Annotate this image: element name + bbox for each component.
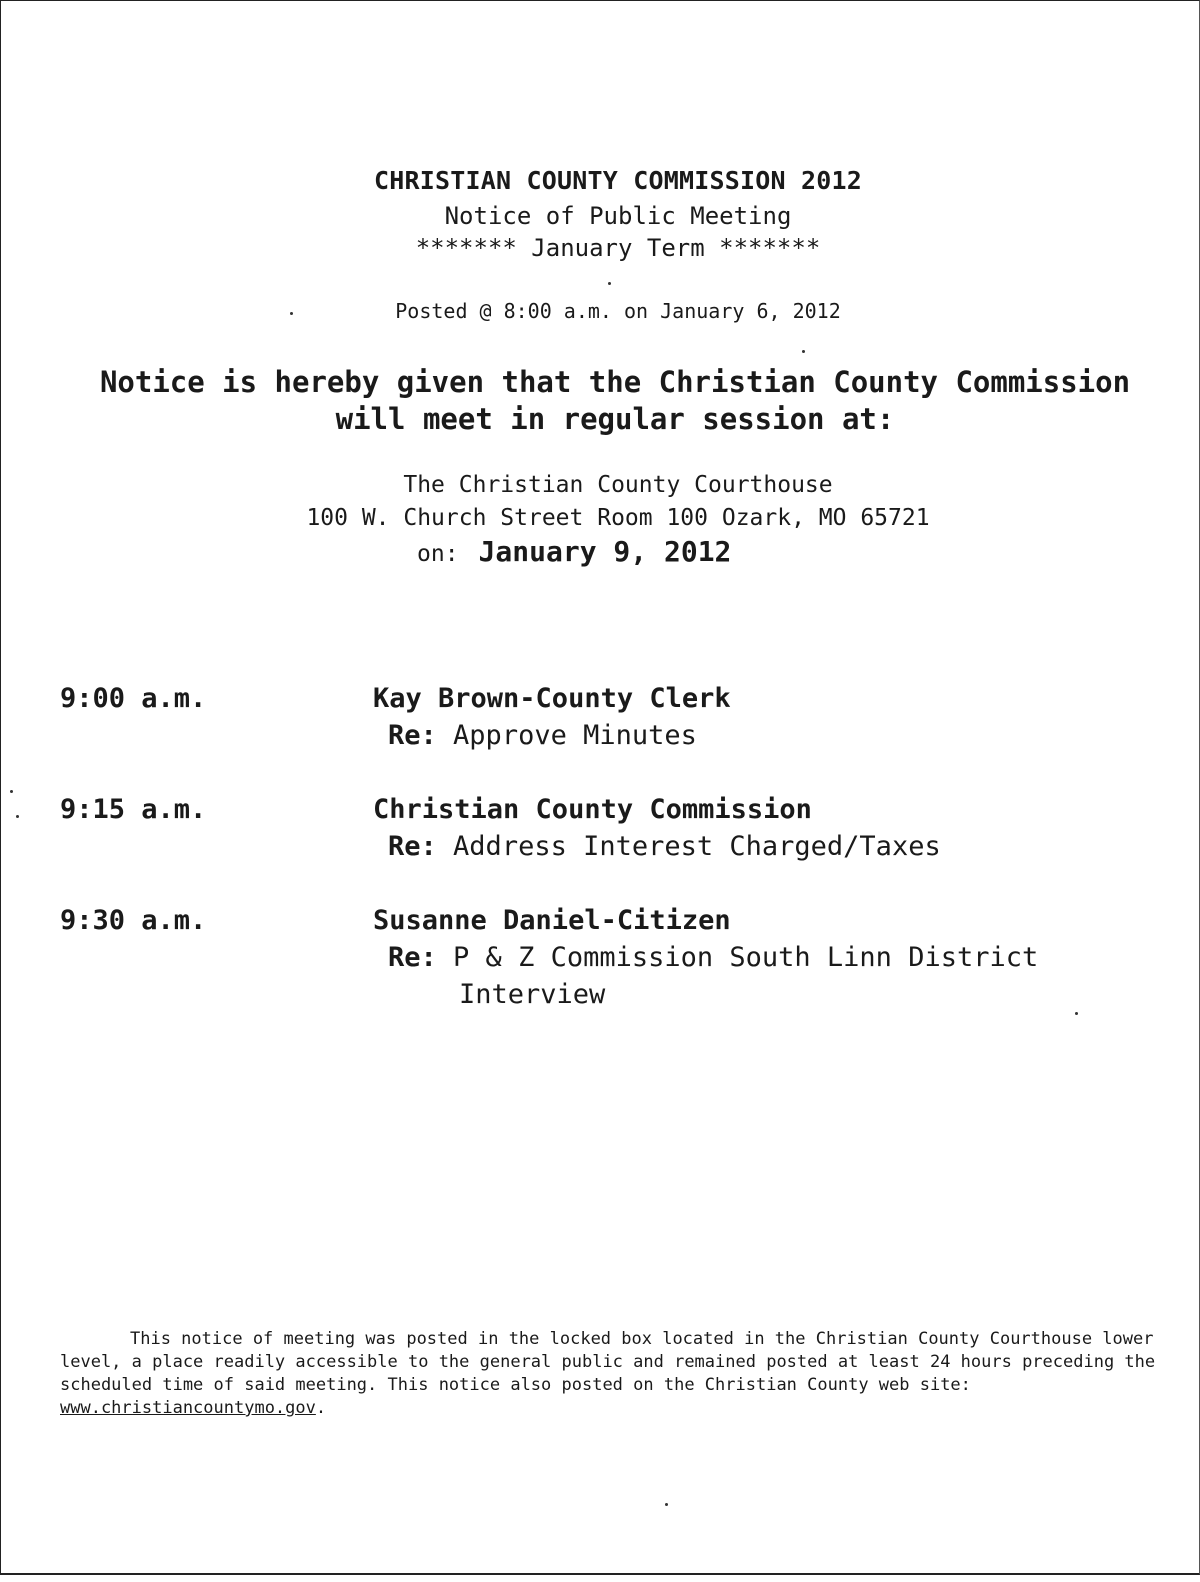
- scan-speck: [10, 790, 13, 793]
- meeting-date-line: [417, 535, 731, 568]
- venue-address: 100 W. Church Street Room 100 Ozark, MO 65721: [306, 505, 930, 531]
- scan-speck: [16, 815, 19, 818]
- subject-text-continued: Interview: [459, 979, 606, 1010]
- meeting-date: January 9, 2012: [478, 535, 732, 568]
- website-link[interactable]: www.christiancountymo.gov: [60, 1398, 316, 1418]
- notice-line-1: Notice is hereby given that the Christian County Commission: [99, 365, 1131, 399]
- scan-speck: [608, 282, 611, 285]
- posting-statement: [60, 1328, 1160, 1420]
- scan-speck: [1075, 1012, 1078, 1015]
- re-label: Re:: [388, 942, 437, 973]
- agenda-subject: [388, 942, 1038, 973]
- agenda-presenter: Kay Brown-County Clerk: [373, 683, 731, 714]
- page-subtitle: Notice of Public Meeting: [444, 202, 792, 230]
- agenda-presenter: Susanne Daniel-Citizen: [373, 905, 731, 936]
- posting-statement-text: This notice of meeting was posted in the locked box located in the Christian County Courthouse lower level, a place readily accessible to the general public and remained posted at least 24 hours preceding the scheduled time of said meeting. This notice also posted on the Christian County web site:: [60, 1329, 1156, 1395]
- scan-speck: [290, 312, 293, 315]
- venue-name: The Christian County Courthouse: [403, 472, 833, 498]
- agenda-time: 9:30 a.m.: [60, 905, 207, 936]
- agenda-time: 9:15 a.m.: [60, 794, 207, 825]
- notice-line-2: will meet in regular session at:: [335, 402, 895, 436]
- on-label: on:: [417, 541, 459, 567]
- agenda-time: 9:00 a.m.: [60, 683, 207, 714]
- subject-text: P & Z Commission South Linn District: [453, 942, 1039, 973]
- scan-speck: [802, 350, 805, 353]
- posting-statement-end: .: [315, 1398, 327, 1418]
- re-label: Re:: [388, 720, 437, 751]
- posted-line: Posted @ 8:00 a.m. on January 6, 2012: [395, 299, 841, 323]
- page-title: CHRISTIAN COUNTY COMMISSION 2012: [373, 166, 863, 195]
- agenda-presenter: Christian County Commission: [373, 794, 812, 825]
- subject-text: Approve Minutes: [453, 720, 697, 751]
- agenda-subject: [388, 720, 697, 751]
- term-line: ******* January Term *******: [415, 234, 821, 262]
- re-label: Re:: [388, 831, 437, 862]
- subject-text: Address Interest Charged/Taxes: [453, 831, 941, 862]
- agenda-subject: [388, 831, 941, 862]
- scan-speck: [665, 1503, 668, 1506]
